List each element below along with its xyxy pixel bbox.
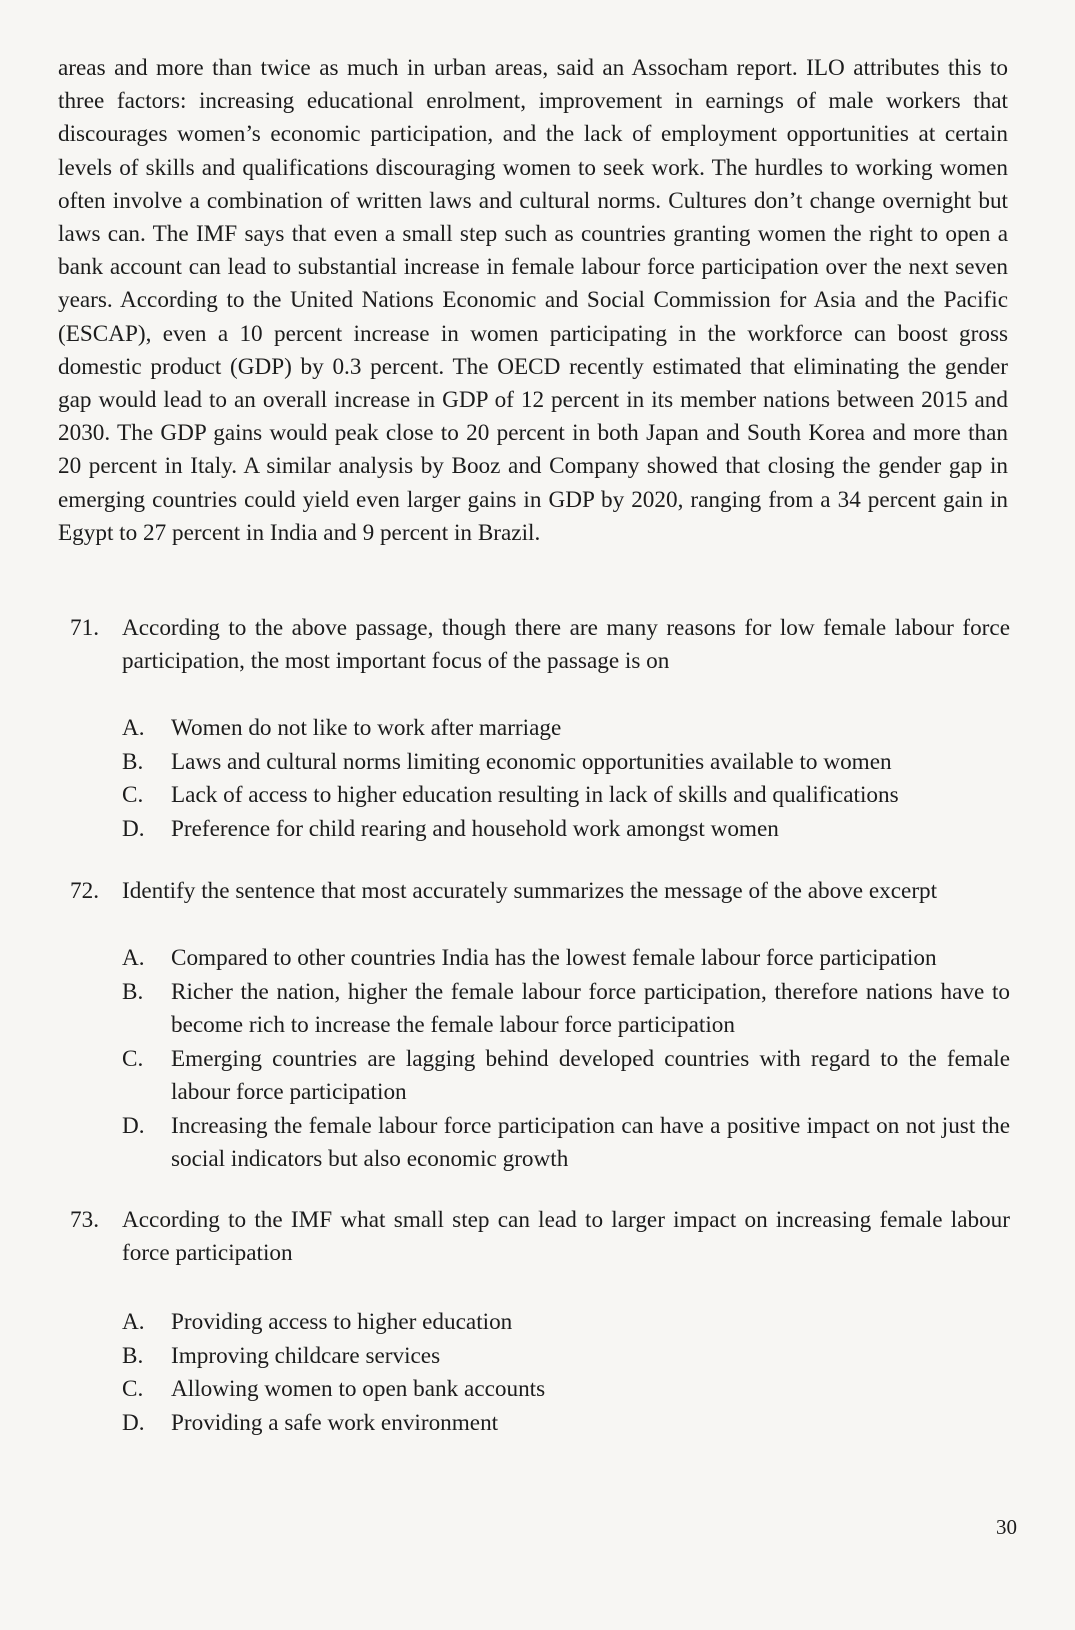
passage-text: areas and more than twice as much in urban areas, said an Assocham report. ILO attributes this to three factors: increasing educational enrolment, improvement in earnings of male workers that discourages women’s economic participation, and the lack of employment opportunities at certain levels of skills and qualifications discouraging women to seek work. The hurdles to working women often involve a combination of written laws and cultural norms. Cultures don’t change overnight but laws can. The IMF says that even a small step such as countries granting women the right to open a bank account can lead to substantial increase in female labour force participation over the next seven years. According to the United Nations Economic and Social Commission for Asia and the Pacific (ESCAP), even a 10 percent increase in women participating in the workforce can boost gross domestic product (GDP) by 0.3 percent. The OECD recently estimated that eliminating the gender gap would lead to an overall increase in GDP of 12 percent in its member nations between 2015 and 2030. The GDP gains would peak close to 20 percent in both Japan and South Korea and more than 20 percent in Italy. A similar analysis by Booz and Company showed that closing the gender gap in emerging countries could yield even larger gains in GDP by 2020, ranging from a 34 percent gain in Egypt to 27 percent in India and 9 percent in Brazil. xyxy=(58,55,1008,546)
option-text: Lack of access to higher education resulting in lack of skills and qualifications xyxy=(171,782,899,808)
option-text: Richer the nation, higher the female labour force participation, therefore nations have to become rich to increase the female labour force participation xyxy=(171,978,1010,1038)
option-letter: D. xyxy=(122,815,145,842)
option-b xyxy=(122,1340,1010,1374)
option-b xyxy=(122,976,1010,1043)
question-number: 72. xyxy=(70,878,99,904)
option-d xyxy=(122,1110,1010,1177)
question-stem xyxy=(70,875,1010,908)
option-d xyxy=(122,813,1010,847)
option-letter: C. xyxy=(122,1045,144,1072)
answer-options xyxy=(122,712,1010,846)
option-letter: B. xyxy=(122,1342,144,1369)
option-letter: D. xyxy=(122,1112,145,1139)
option-letter: C. xyxy=(122,782,144,808)
question-stem xyxy=(70,612,1010,678)
question-text: According to the above passage, though there are many reasons for low female labour force participation, the most important focus of the passage is on xyxy=(122,615,1010,674)
page-number: 30 xyxy=(996,1515,1017,1539)
option-a xyxy=(122,1306,1010,1340)
option-d xyxy=(122,1407,1010,1441)
answer-options xyxy=(122,942,1010,1177)
option-c xyxy=(122,1373,1010,1407)
question-text: According to the IMF what small step can lead to larger impact on increasing female labour force participation xyxy=(122,1207,1010,1266)
option-text: Providing a safe work environment xyxy=(171,1409,499,1436)
option-a xyxy=(122,942,1010,976)
option-letter: D. xyxy=(122,1409,145,1436)
option-c xyxy=(122,1043,1010,1110)
option-text: Increasing the female labour force participation can have a positive impact on not just the social indicators but also economic growth xyxy=(171,1112,1010,1172)
question-stem xyxy=(70,1204,1010,1270)
option-text: Improving childcare services xyxy=(171,1342,441,1369)
option-letter: A. xyxy=(122,1309,145,1335)
answer-options xyxy=(122,1306,1010,1440)
question-73 xyxy=(70,1204,1010,1440)
option-text: Preference for child rearing and household work amongst women xyxy=(171,815,779,842)
option-text: Emerging countries are lagging behind developed countries with regard to the female labour force participation xyxy=(171,1045,1010,1105)
option-text: Compared to other countries India has the lowest female labour force participation xyxy=(171,945,937,971)
option-a xyxy=(122,712,1010,746)
option-letter: A. xyxy=(122,715,145,741)
option-text: Allowing women to open bank accounts xyxy=(171,1376,546,1402)
question-72 xyxy=(70,875,1010,1177)
question-71 xyxy=(70,612,1010,846)
question-number: 73. xyxy=(70,1207,99,1233)
option-text: Laws and cultural norms limiting economic opportunities available to women xyxy=(171,748,892,775)
option-text: Providing access to higher education xyxy=(171,1309,513,1335)
option-letter: B. xyxy=(122,748,144,775)
option-letter: A. xyxy=(122,945,145,971)
option-text: Women do not like to work after marriage xyxy=(171,715,562,741)
option-letter: B. xyxy=(122,978,144,1005)
option-letter: C. xyxy=(122,1376,144,1402)
question-number: 71. xyxy=(70,615,99,641)
option-c xyxy=(122,779,1010,813)
question-text: Identify the sentence that most accurately summarizes the message of the above excerpt xyxy=(122,878,938,904)
option-b xyxy=(122,746,1010,780)
